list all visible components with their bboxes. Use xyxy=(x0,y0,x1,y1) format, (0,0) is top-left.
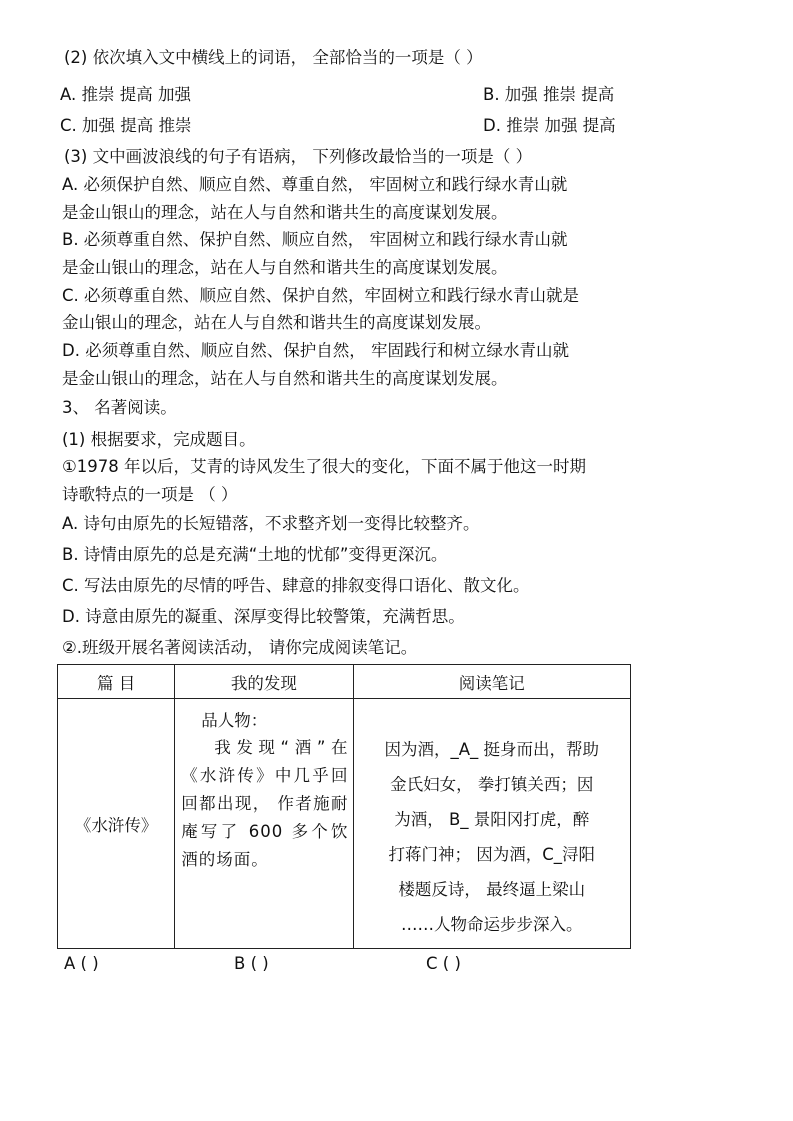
section3-sub1: (1) 根据要求，完成题目。 xyxy=(62,430,256,449)
q3-option-a-line2: 是金山银山的理念，站在人与自然和谐共生的高度谋划发展。 xyxy=(62,203,508,222)
answer-blank-c[interactable]: C ( ) xyxy=(426,954,461,973)
header-notes: 阅读笔记 xyxy=(353,665,631,699)
reading-notes-table xyxy=(57,664,631,949)
q3-option-d-line2: 是金山银山的理念，站在人与自然和谐共生的高度谋划发展。 xyxy=(62,369,508,388)
item2-stem: ②.班级开展名著阅读活动， 请你完成阅读笔记。 xyxy=(62,638,418,657)
item1-option-a: A. 诗句由原先的长短错落，不求整齐划一变得比较整齐。 xyxy=(62,514,480,533)
notes-line: 楼题反诗， 最终逼上梁山 xyxy=(398,880,586,899)
header-discovery: 我的发现 xyxy=(175,665,353,699)
discovery-heading: 品人物： xyxy=(201,711,268,730)
item1-option-d: D. 诗意由原先的凝重、深厚变得比较警策，充满哲思。 xyxy=(62,607,465,626)
item1-option-c: C. 写法由原先的尽情的呼告、肆意的排叙变得口语化、散文化。 xyxy=(62,576,530,595)
q2-option-a: A. 推崇 提高 加强 xyxy=(60,85,191,104)
table-row xyxy=(58,699,631,949)
q2-option-b: B. 加强 推崇 提高 xyxy=(483,85,615,104)
header-title: 篇 目 xyxy=(58,665,175,699)
answer-blank-b[interactable]: B ( ) xyxy=(234,954,269,973)
q2-option-c: C. 加强 提高 推崇 xyxy=(60,116,192,135)
q2-stem: (2) 依次填入文中横线上的词语， 全部恰当的一项是（ ） xyxy=(64,48,483,67)
item1-stem-line2: 诗歌特点的一项是 （ ） xyxy=(62,485,238,504)
notes-line: 金氏妇女， 拳打镇关西；因 xyxy=(390,775,594,794)
notes-text xyxy=(354,699,631,942)
item1-stem-line1: ①1978 年以后，艾青的诗风发生了很大的变化，下面不属于他这一时期 xyxy=(62,457,587,476)
notes-cell xyxy=(353,699,631,949)
book-title: 《水浒传》 xyxy=(74,815,158,835)
discovery-text: 我发现“酒”在《水浒传》中几乎回回都出现， 作者施耐庵写了 600 多个饮酒的场面。 xyxy=(181,738,349,869)
book-title-cell xyxy=(58,699,175,949)
q2-option-d: D. 推崇 加强 提高 xyxy=(483,116,616,135)
discovery-cell xyxy=(175,699,353,949)
item1-option-b: B. 诗情由原先的总是充满“土地的忧郁”变得更深沉。 xyxy=(62,545,448,564)
q3-option-d-line1: D. 必须尊重自然、顺应自然、保护自然， 牢固践行和树立绿水青山就 xyxy=(62,341,569,360)
notes-line: ……人物命运步步深入。 xyxy=(401,915,583,934)
notes-line: 打蒋门神； 因为酒，C_浔阳 xyxy=(388,845,596,864)
q3-option-a-line1: A. 必须保护自然、顺应自然、尊重自然， 牢固树立和践行绿水青山就 xyxy=(62,175,568,194)
q3-option-c-line2: 金山银山的理念，站在人与自然和谐共生的高度谋划发展。 xyxy=(62,313,491,332)
notes-line: 因为酒，_A_ 挺身而出，帮助 xyxy=(384,740,600,759)
q3-option-b-line2: 是金山银山的理念，站在人与自然和谐共生的高度谋划发展。 xyxy=(62,258,508,277)
answer-blank-a[interactable]: A ( ) xyxy=(64,954,99,973)
section3-title: 3、 名著阅读。 xyxy=(62,398,177,417)
table-header-row xyxy=(58,665,631,699)
q3-option-c-line1: C. 必须尊重自然、顺应自然、保护自然，牢固树立和践行绿水青山就是 xyxy=(62,286,580,305)
q3-stem: (3) 文中画波浪线的句子有语病， 下列修改最恰当的一项是（ ） xyxy=(64,147,533,166)
notes-line: 为酒， B_ 景阳冈打虎，醉 xyxy=(394,810,590,829)
q3-option-b-line1: B. 必须尊重自然、保护自然、顺应自然， 牢固树立和践行绿水青山就 xyxy=(62,230,568,249)
